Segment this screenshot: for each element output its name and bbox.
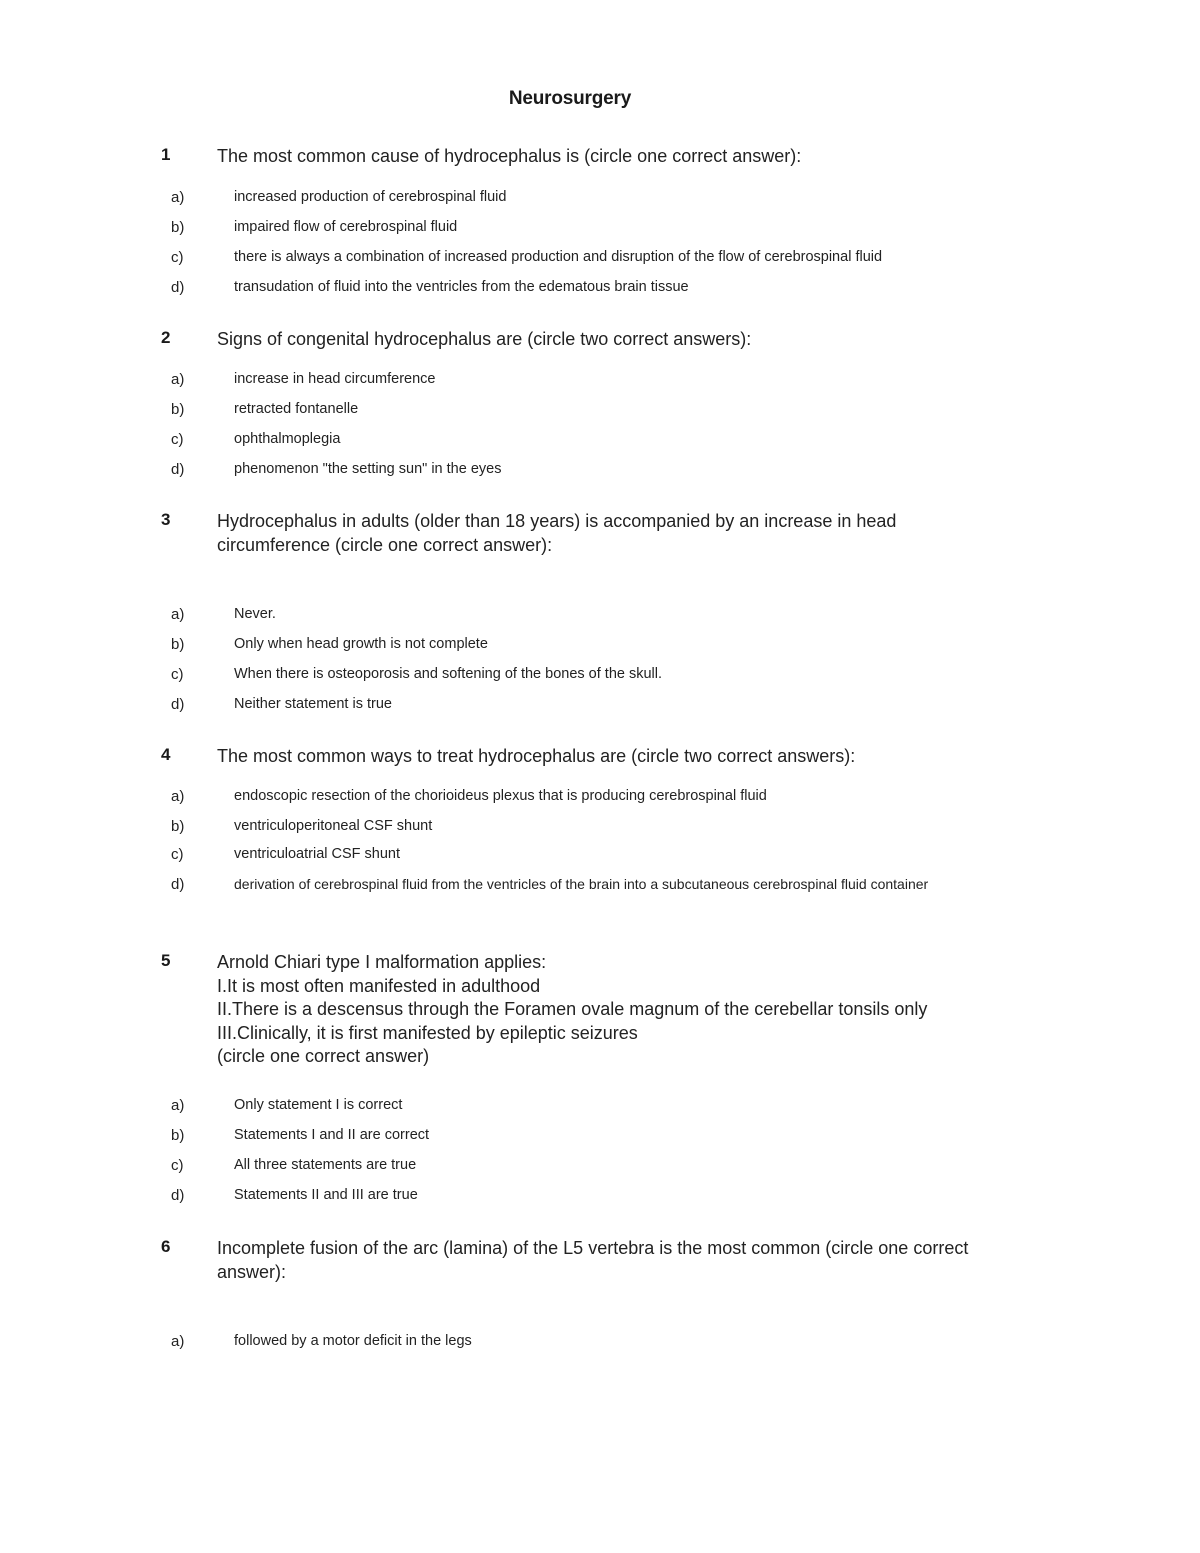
option-text: there is always a combination of increased production and disruption of the flow of cerebrospinal fluid	[234, 249, 883, 265]
question-number: 4	[161, 745, 171, 764]
question-text-line: Hydrocephalus in adults (older than 18 years) is accompanied by an increase in head	[217, 511, 897, 531]
option-letter: d)	[171, 461, 185, 478]
option-text: increase in head circumference	[234, 371, 436, 387]
option-letter: a)	[171, 189, 185, 206]
question-number: 2	[161, 328, 171, 347]
option-letter: b)	[171, 401, 185, 418]
option-letter: a)	[171, 1097, 185, 1114]
option-text: Statements II and III are true	[234, 1187, 418, 1203]
option-text: endoscopic resection of the chorioideus plexus that is producing cerebrospinal fluid	[234, 788, 767, 804]
option-text: ventriculoatrial CSF shunt	[234, 846, 401, 862]
option-text: All three statements are true	[234, 1157, 417, 1173]
question-text	[217, 1237, 1007, 1284]
question-number: 1	[161, 145, 171, 164]
option-letter: b)	[171, 219, 185, 236]
option-letter: a)	[171, 606, 185, 623]
question-text-line: Arnold Chiari type I malformation applies:	[217, 952, 547, 972]
question-text-line: Signs of congenital hydrocephalus are (circle two correct answers):	[217, 329, 752, 349]
question-text-line: The most common ways to treat hydrocephalus are (circle two correct answers):	[217, 746, 856, 766]
option-text: increased production of cerebrospinal fluid	[234, 189, 507, 205]
question-text-line: I.It is most often manifested in adulthood	[217, 975, 541, 996]
option-letter: c)	[171, 1157, 184, 1174]
option-letter: c)	[171, 666, 184, 683]
question-text-line: answer):	[217, 1261, 287, 1282]
option-text: ophthalmoplegia	[234, 431, 341, 447]
option-text: Neither statement is true	[234, 696, 392, 712]
option-text: Only when head growth is not complete	[234, 636, 488, 652]
question-text-line: circumference (circle one correct answer):	[217, 534, 553, 555]
page-title: Neurosurgery	[508, 88, 632, 109]
option-text: retracted fontanelle	[234, 401, 359, 417]
option-letter: c)	[171, 846, 184, 863]
option-letter: d)	[171, 876, 185, 893]
option-letter: c)	[171, 249, 184, 266]
question-text-line: (circle one correct answer)	[217, 1046, 430, 1066]
option-letter: b)	[171, 636, 185, 653]
option-letter: c)	[171, 431, 184, 448]
option-letter: a)	[171, 788, 185, 805]
option-text: Statements I and II are correct	[234, 1127, 430, 1143]
question-number: 6	[161, 1237, 171, 1256]
question-number: 3	[161, 510, 171, 529]
question-text-line: Incomplete fusion of the arc (lamina) of the L5 vertebra is the most common (circle one correct	[217, 1238, 969, 1258]
question-text	[217, 145, 1007, 169]
option-text: ventriculoperitoneal CSF shunt	[234, 818, 433, 834]
option-text: followed by a motor deficit in the legs	[234, 1333, 472, 1349]
option-text: When there is osteoporosis and softening of the bones of the skull.	[234, 666, 663, 682]
option-text: phenomenon "the setting sun" in the eyes	[234, 461, 502, 477]
option-letter: d)	[171, 696, 185, 713]
option-letter: b)	[171, 818, 185, 835]
option-letter: d)	[171, 279, 185, 296]
option-letter: a)	[171, 1333, 185, 1350]
question-number: 5	[161, 951, 171, 970]
question-text	[217, 328, 1007, 352]
question-text-line: III.Clinically, it is first manifested by epileptic seizures	[217, 1022, 638, 1043]
option-text: Never.	[234, 606, 276, 622]
question-text	[217, 510, 1007, 557]
option-letter: a)	[171, 371, 185, 388]
option-text: transudation of fluid into the ventricles from the edematous brain tissue	[234, 279, 689, 295]
option-text: derivation of cerebrospinal fluid from the ventricles of the brain into a subcutaneous cerebrospinal fluid container	[234, 876, 929, 892]
question-text-line: The most common cause of hydrocephalus is (circle one correct answer):	[217, 146, 802, 166]
question-text	[217, 951, 1007, 1069]
option-text: impaired flow of cerebrospinal fluid	[234, 219, 458, 235]
option-letter: b)	[171, 1127, 185, 1144]
option-text: Only statement I is correct	[234, 1097, 403, 1113]
option-letter: d)	[171, 1187, 185, 1204]
question-text	[217, 745, 1007, 769]
question-text-line: II.There is a descensus through the Foramen ovale magnum of the cerebellar tonsils only	[217, 999, 928, 1019]
